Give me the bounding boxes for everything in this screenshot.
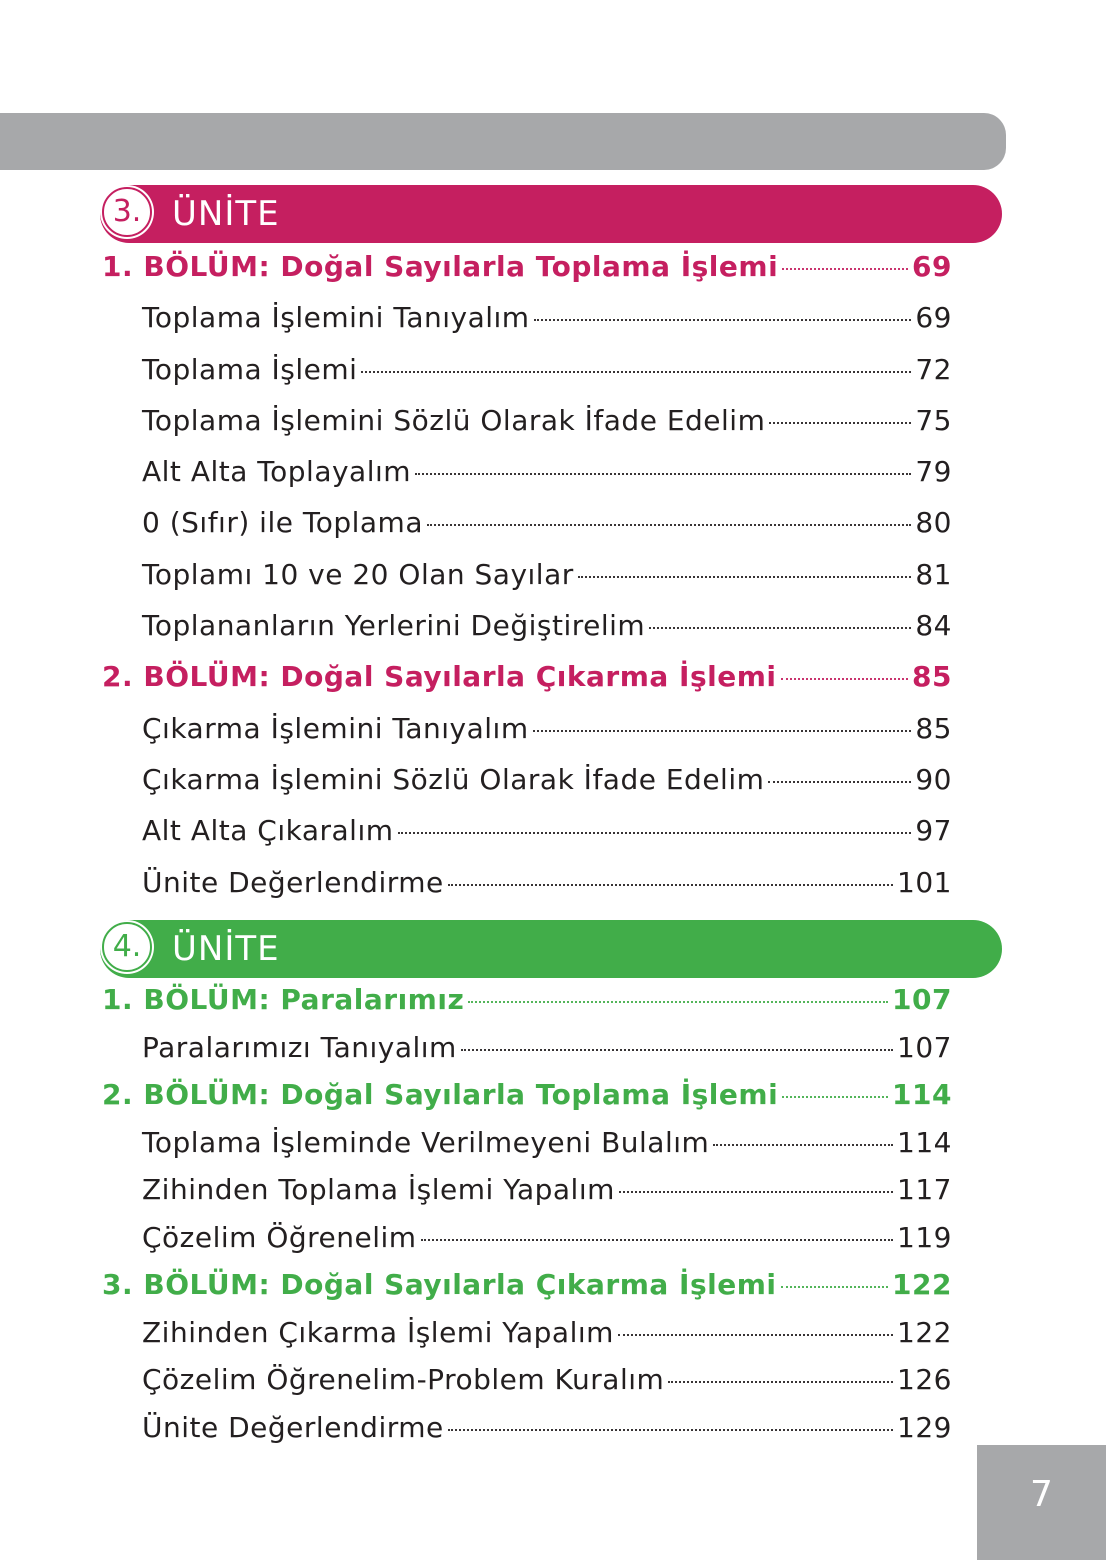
dot-leader	[713, 1144, 893, 1146]
toc-entry[interactable]	[102, 353, 952, 404]
toc-entry-page: 84	[915, 609, 952, 643]
toc-entry-label: Toplama İşlemini Tanıyalım	[142, 301, 530, 335]
toc-entry[interactable]	[102, 866, 952, 917]
dot-leader	[461, 1049, 893, 1051]
dot-leader	[781, 1286, 889, 1288]
toc-entry[interactable]	[102, 301, 952, 352]
dot-leader	[781, 678, 909, 680]
dot-leader	[619, 1191, 893, 1193]
unit-4-toc	[102, 983, 952, 1458]
toc-entry-label: 1. BÖLÜM: Doğal Sayılarla Toplama İşlemi	[102, 250, 779, 283]
unit-number-badge: 3.	[102, 187, 152, 237]
toc-entry-label: Alt Alta Çıkaralım	[142, 814, 394, 848]
toc-entry-page: 80	[915, 506, 952, 540]
toc-entry-label: 1. BÖLÜM: Paralarımız	[102, 983, 465, 1016]
dot-leader	[768, 781, 911, 783]
page-number: 7	[977, 1445, 1106, 1560]
toc-entry-label: Alt Alta Toplayalım	[142, 455, 412, 489]
toc-entry-page: 90	[915, 762, 952, 796]
dot-leader	[534, 319, 912, 321]
toc-entry-page: 129	[897, 1410, 952, 1444]
toc-entry-label: 3. BÖLÜM: Doğal Sayılarla Çıkarma İşlemi	[102, 1268, 777, 1301]
dot-leader	[578, 576, 912, 578]
toc-entry-page: 122	[892, 1268, 952, 1301]
toc-entry-page: 72	[915, 352, 952, 386]
toc-chapter-entry[interactable]	[102, 1268, 952, 1316]
toc-entry-page: 79	[915, 455, 952, 489]
toc-entry-label: Toplama İşlemini Sözlü Olarak İfade Edelim	[142, 403, 766, 437]
toc-entry-page: 85	[915, 711, 952, 745]
toc-chapter-entry[interactable]	[102, 250, 952, 301]
toc-entry[interactable]	[102, 455, 952, 506]
unit-title: ÜNİTE	[172, 929, 280, 969]
dot-leader	[649, 627, 911, 629]
toc-entry[interactable]	[102, 1221, 952, 1269]
toc-entry[interactable]	[102, 1411, 952, 1459]
unit-3-banner	[100, 185, 1002, 243]
toc-entry-page: 117	[897, 1173, 952, 1206]
toc-entry-page: 85	[912, 660, 952, 694]
toc-entry-page: 119	[897, 1220, 952, 1254]
unit-title: ÜNİTE	[172, 194, 280, 234]
dot-leader	[421, 1239, 893, 1241]
toc-entry-page: 122	[897, 1315, 952, 1349]
toc-entry[interactable]	[102, 1316, 952, 1364]
dot-leader	[618, 1334, 893, 1336]
header-bar	[0, 113, 1006, 170]
dot-leader	[361, 371, 911, 373]
toc-entry-label: 2. BÖLÜM: Doğal Sayılarla Toplama İşlemi	[102, 1078, 779, 1111]
unit-3-toc	[102, 250, 952, 917]
toc-entry-label: Çözelim Öğrenelim	[142, 1220, 417, 1254]
toc-entry-page: 75	[915, 403, 952, 437]
dot-leader	[468, 1001, 888, 1003]
toc-entry-label: Paralarımızı Tanıyalım	[142, 1030, 457, 1064]
dot-leader	[398, 832, 912, 834]
toc-entry[interactable]	[102, 1126, 952, 1174]
toc-entry[interactable]	[102, 763, 952, 814]
toc-entry[interactable]	[102, 1031, 952, 1079]
toc-entry[interactable]	[102, 506, 952, 557]
toc-entry[interactable]	[102, 1173, 952, 1221]
toc-entry-page: 114	[897, 1125, 952, 1159]
toc-chapter-entry[interactable]	[102, 983, 952, 1031]
toc-entry-page: 126	[897, 1363, 952, 1396]
toc-entry[interactable]	[102, 1363, 952, 1411]
toc-entry-label: Zihinden Çıkarma İşlemi Yapalım	[142, 1315, 614, 1349]
toc-entry[interactable]	[102, 814, 952, 865]
toc-chapter-entry[interactable]	[102, 660, 952, 711]
dot-leader	[769, 422, 911, 424]
toc-entry-label: Zihinden Toplama İşlemi Yapalım	[142, 1173, 615, 1206]
dot-leader	[415, 473, 911, 475]
toc-entry[interactable]	[102, 558, 952, 609]
toc-entry-label: Toplama İşlemi	[142, 352, 358, 386]
toc-entry-label: Ünite Değerlendirme	[142, 1410, 444, 1444]
toc-entry-page: 97	[915, 814, 952, 848]
dot-leader	[782, 1096, 888, 1098]
toc-entry-page: 114	[892, 1078, 952, 1111]
toc-entry-page: 107	[897, 1030, 952, 1064]
toc-entry-page: 69	[915, 301, 952, 335]
dot-leader	[782, 268, 908, 270]
toc-entry-label: Toplamı 10 ve 20 Olan Sayılar	[142, 557, 574, 591]
dot-leader	[448, 884, 893, 886]
toc-entry[interactable]	[102, 712, 952, 763]
toc-entry[interactable]	[102, 609, 952, 660]
unit-number-badge: 4.	[102, 922, 152, 972]
toc-entry-label: Ünite Değerlendirme	[142, 865, 444, 899]
toc-entry-label: Çıkarma İşlemini Sözlü Olarak İfade Edelim	[142, 762, 765, 796]
dot-leader	[427, 524, 911, 526]
toc-entry-label: Toplama İşleminde Verilmeyeni Bulalım	[142, 1125, 710, 1159]
toc-entry-page: 107	[892, 983, 952, 1016]
toc-entry-label: Toplananların Yerlerini Değiştirelim	[142, 609, 646, 643]
toc-entry[interactable]	[102, 404, 952, 455]
toc-entry-page: 69	[912, 250, 952, 283]
dot-leader	[668, 1381, 893, 1383]
toc-entry-label: Çözelim Öğrenelim-Problem Kuralım	[142, 1363, 665, 1396]
toc-entry-label: 0 (Sıfır) ile Toplama	[142, 506, 423, 540]
toc-entry-page: 81	[915, 557, 952, 591]
unit-4-banner	[100, 920, 1002, 978]
toc-entry-page: 101	[897, 865, 952, 899]
dot-leader	[448, 1429, 893, 1431]
toc-chapter-entry[interactable]	[102, 1078, 952, 1126]
toc-entry-label: Çıkarma İşlemini Tanıyalım	[142, 711, 529, 745]
toc-entry-label: 2. BÖLÜM: Doğal Sayılarla Çıkarma İşlemi	[102, 660, 777, 694]
dot-leader	[533, 730, 912, 732]
